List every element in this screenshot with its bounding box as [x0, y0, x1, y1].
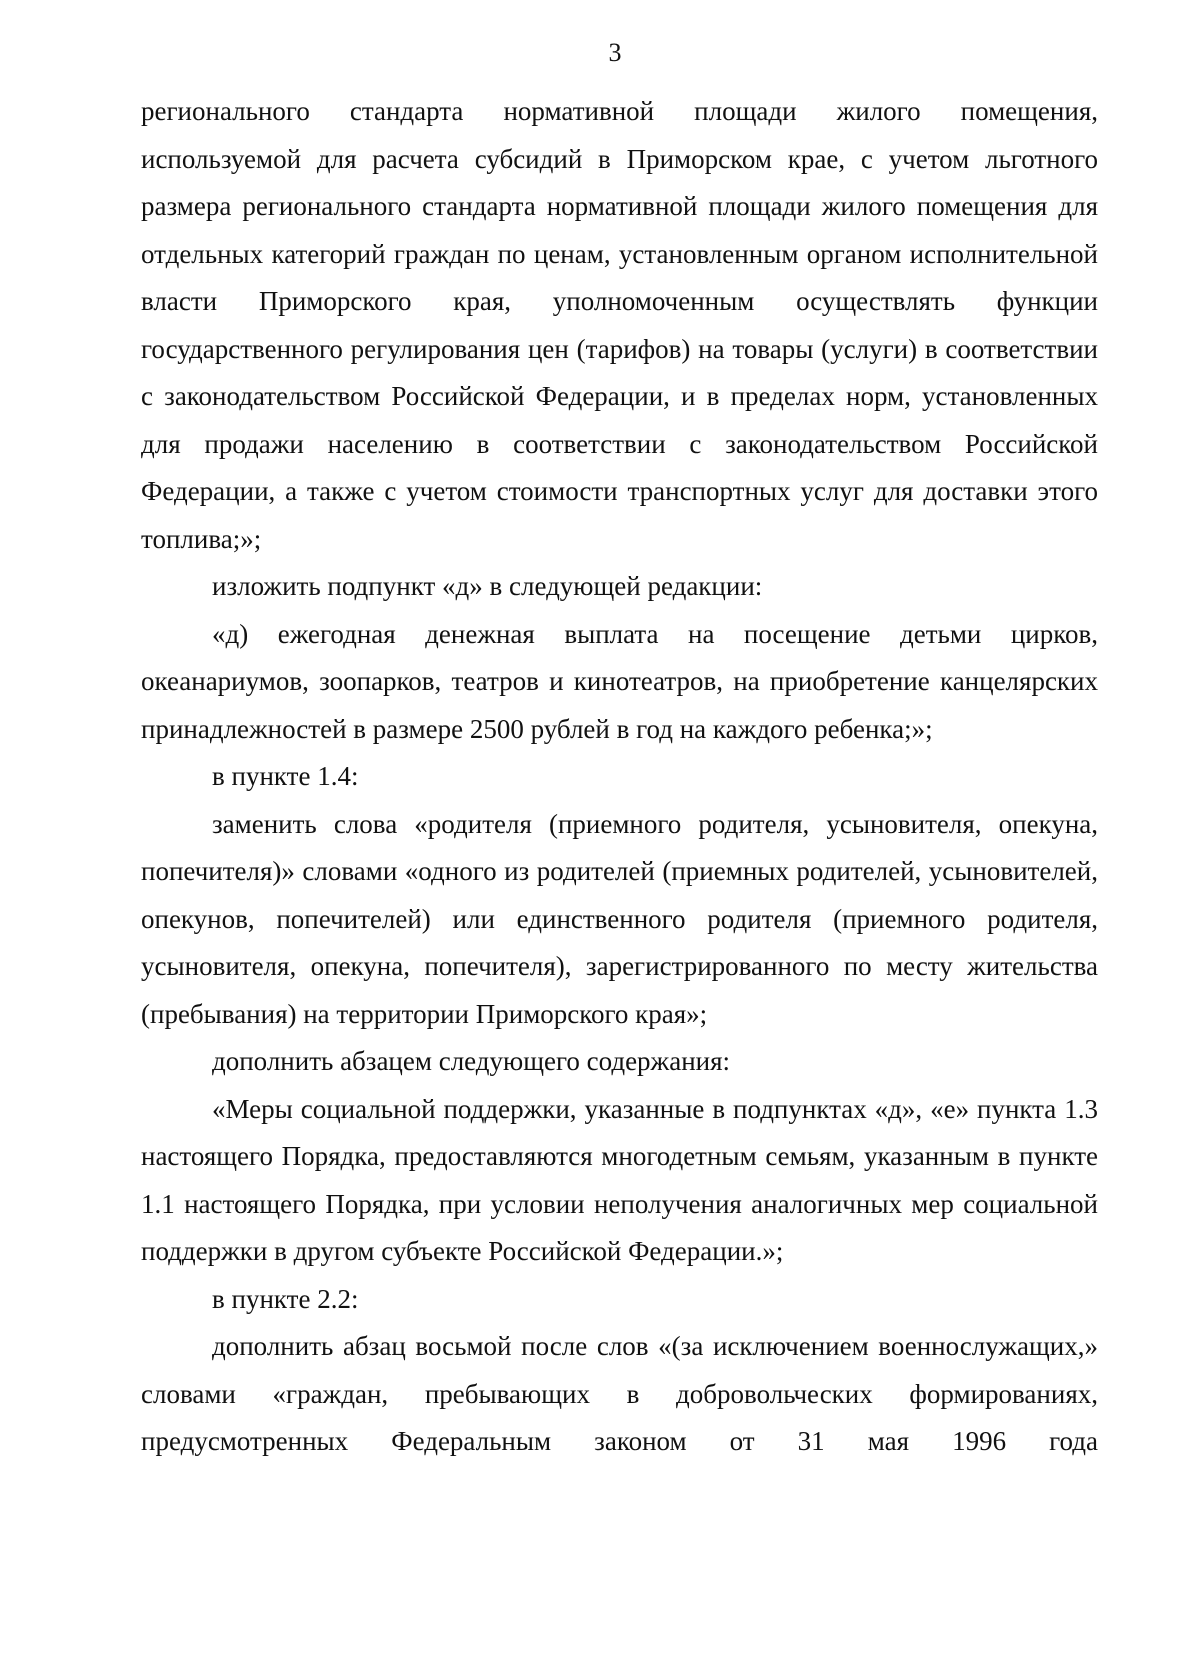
- paragraph-support-measures: «Меры социальной поддержки, указанные в подпунктах «д», «е» пункта 1.3 настоящего Порядка, предоставляются многодетным семьям, указанным в пункте 1.1 настоящего Порядка, при условии неполучения аналогичных мер социальной поддержки в другом субъекте Российской Федерации.»;: [141, 1093, 1098, 1266]
- paragraph-subitem-d-text: «д) ежегодная денежная выплата на посещение детьми цирков, океанариумов, зоопарков, театров и кинотеатров, на приобретение канцелярских принадлежностей в размере 2500 рублей в год на каждого ребенка;»;: [141, 618, 1098, 744]
- paragraph-amend-abzac-eighth: дополнить абзац восьмой после слов «(за исключением военнослужащих,» словами «граждан, пребывающих в добровольческих формированиях, предусмотренных Федеральным законом от 31 мая 1996 года: [141, 1331, 1098, 1456]
- page-number: 3: [608, 38, 622, 67]
- paragraph-amend-subitem-d: изложить подпункт «д» в следующей редакции:: [212, 571, 763, 601]
- paragraph-add-abzac: дополнить абзацем следующего содержания:: [212, 1046, 731, 1076]
- paragraph-replace-words: заменить слова «родителя (приемного родителя, усыновителя, опекуна, попечителя)» словами «одного из родителей (приемных родителей, усыновителей, опекунов, попечителей) или единственного родителя (приемного родителя, усыновителя, опекуна, попечителя), зарегистрированного по месту жительства (пребывания) на территории Приморского края»;: [141, 808, 1098, 1029]
- paragraph-item-1-4: в пункте 1.4:: [212, 761, 359, 791]
- document-body: [141, 88, 1098, 1466]
- paragraph-regional-standard: регионального стандарта нормативной площади жилого помещения, используемой для расчета субсидий в Приморском крае, с учетом льготного размера регионального стандарта нормативной площади жилого помещения для отдельных категорий граждан по ценам, установленным органом исполнительной власти Приморского края, уполномоченным осуществлять функции государственного регулирования цен (тарифов) на товары (услуги) в соответствии с законодательством Российской Федерации, и в пределах норм, установленных для продажи населению в соответствии с законодательством Российской Федерации, а также с учетом стоимости транспортных услуг для доставки этого топлива;»;: [141, 96, 1098, 554]
- paragraph-item-2-2: в пункте 2.2:: [212, 1283, 359, 1314]
